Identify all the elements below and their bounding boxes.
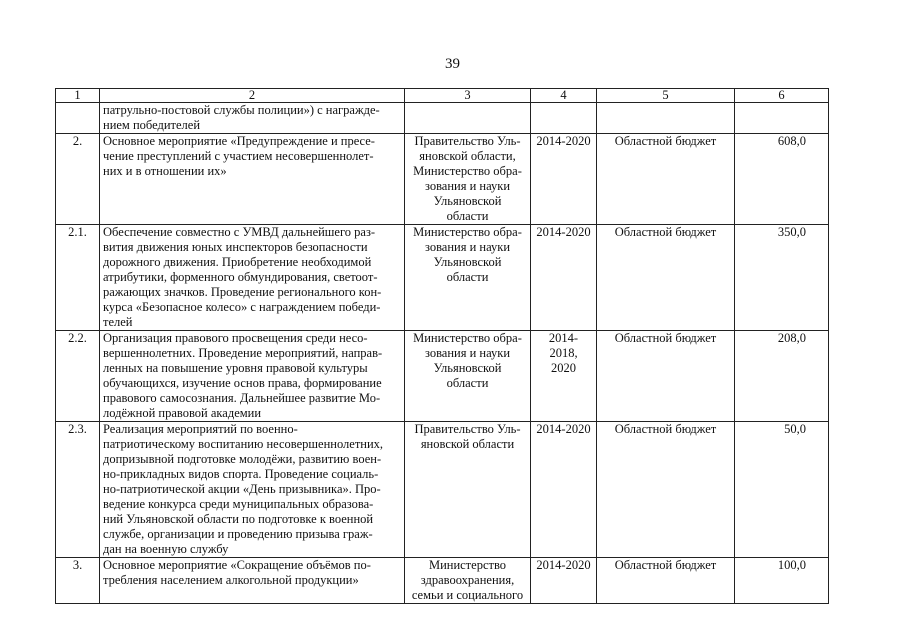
activity-description-line: Обеспечение совместно с УМВД дальнейшего раз- xyxy=(103,225,376,239)
executor xyxy=(405,103,531,134)
executor-line: Министерство обра- xyxy=(413,331,522,345)
executor-line: области xyxy=(446,376,489,390)
executor-line: области xyxy=(446,270,489,284)
amount: 350,0 xyxy=(735,225,829,331)
activity-description-line: дан на военную службу xyxy=(103,542,229,556)
executor-line: семьи и социального xyxy=(411,588,524,602)
executor-line: Министерство xyxy=(428,558,507,572)
activity-description-line: Основное мероприятие «Предупреждение и пресе- xyxy=(103,134,375,148)
executor-line: Министерство обра- xyxy=(413,225,522,239)
row-number: 2. xyxy=(56,134,100,225)
activity-description-line: Основное мероприятие «Сокращение объёмов по- xyxy=(103,558,371,572)
funding-source: Областной бюджет xyxy=(597,422,735,558)
executor xyxy=(405,331,531,422)
amount: 608,0 xyxy=(735,134,829,225)
row-number: 2.1. xyxy=(56,225,100,331)
executor-line: Правительство Уль- xyxy=(414,422,521,436)
amount: 50,0 xyxy=(735,422,829,558)
activity-description-line: чение преступлений с участием несовершеннолет- xyxy=(103,149,374,163)
activity-description-line: допризывной подготовке молодёжи, развитию воен- xyxy=(103,452,382,466)
activity-description xyxy=(100,225,405,331)
activity-description xyxy=(100,103,405,134)
executor xyxy=(405,134,531,225)
activity-description-line: ведение конкурса среди муниципальных образова- xyxy=(103,497,374,511)
activity-description xyxy=(100,331,405,422)
activity-description-line: атрибутики, форменного обмундирования, светоот- xyxy=(103,270,378,284)
row-number xyxy=(56,103,100,134)
header-cell-2: 2 xyxy=(100,89,405,103)
activity-description-line: лодёжной правовой академии xyxy=(103,406,262,420)
table-row xyxy=(56,558,829,604)
funding-source xyxy=(597,103,735,134)
executor-line: Ульяновской xyxy=(433,194,502,208)
activity-description-line: ленных на повышение уровня правовой культуры xyxy=(103,361,368,375)
activity-description-line: ний Ульяновской области по подготовке к военной xyxy=(103,512,374,526)
activity-description-line: правового самосознания. Дальнейшее развитие Мо- xyxy=(103,391,381,405)
executor-line: яновской области xyxy=(420,437,515,451)
table-body xyxy=(56,103,829,604)
executor-line: здравоохранения, xyxy=(420,573,515,587)
activity-description xyxy=(100,558,405,604)
header-cell-5: 5 xyxy=(597,89,735,103)
executor-line: зования и науки xyxy=(424,179,511,193)
table-row xyxy=(56,134,829,225)
activity-description-line: нием победителей xyxy=(103,118,201,132)
period-line: 2014-2020 xyxy=(536,134,591,148)
executor-line: области xyxy=(446,209,489,223)
row-number: 2.3. xyxy=(56,422,100,558)
executor-line: яновской области, xyxy=(419,149,516,163)
amount: 100,0 xyxy=(735,558,829,604)
page-number: 39 xyxy=(445,56,460,72)
executor xyxy=(405,225,531,331)
table-row xyxy=(56,422,829,558)
activity-description-line: дорожного движения. Приобретение необходимой xyxy=(103,255,372,269)
table-row xyxy=(56,225,829,331)
executor xyxy=(405,558,531,604)
executor-line: Ульяновской xyxy=(433,255,502,269)
executor-line: Министерство обра- xyxy=(413,164,522,178)
activity-description-line: службе, организации и проведению призыва граж- xyxy=(103,527,373,541)
activity-description-line: но-патриотической акции «День призывника». Про- xyxy=(103,482,381,496)
table-row xyxy=(56,331,829,422)
period-line: 2018, xyxy=(549,346,578,360)
executor-line: зования и науки xyxy=(424,346,511,360)
header-row xyxy=(56,89,829,103)
table-row xyxy=(56,103,829,134)
period xyxy=(531,134,597,225)
period-line: 2014- xyxy=(548,331,579,345)
period-line: 2014-2020 xyxy=(536,558,591,572)
funding-source: Областной бюджет xyxy=(597,558,735,604)
activity-description-line: них и в отношении их» xyxy=(103,164,227,178)
period xyxy=(531,225,597,331)
activity-description-line: но-прикладных видов спорта. Проведение социаль- xyxy=(103,467,379,481)
activity-description-line: вершеннолетних. Проведение мероприятий, направ- xyxy=(103,346,383,360)
period xyxy=(531,422,597,558)
header-cell-4: 4 xyxy=(531,89,597,103)
funding-source: Областной бюджет xyxy=(597,134,735,225)
program-activities-table xyxy=(55,88,829,604)
activity-description-line: курса «Безопасное колесо» с награждением победи- xyxy=(103,300,381,314)
executor xyxy=(405,422,531,558)
amount xyxy=(735,103,829,134)
activity-description-line: ражающих значков. Проведение регионального кон- xyxy=(103,285,382,299)
activity-description-line: Реализация мероприятий по военно- xyxy=(103,422,298,436)
period-line: 2014-2020 xyxy=(536,225,591,239)
period-line: 2020 xyxy=(551,361,576,375)
header-cell-1: 1 xyxy=(56,89,100,103)
header-cell-3: 3 xyxy=(405,89,531,103)
activity-description xyxy=(100,134,405,225)
executor-line: Ульяновской xyxy=(433,361,502,375)
row-number: 2.2. xyxy=(56,331,100,422)
activity-description-line: обучающихся, изучение основ права, формирование xyxy=(103,376,382,390)
header-cell-6: 6 xyxy=(735,89,829,103)
activity-description xyxy=(100,422,405,558)
activity-description-line: требления населением алкогольной продукции» xyxy=(103,573,359,587)
period-line: 2014-2020 xyxy=(536,422,591,436)
activity-description-line: патриотическому воспитанию несовершеннолетних, xyxy=(103,437,384,451)
period xyxy=(531,331,597,422)
period xyxy=(531,103,597,134)
funding-source: Областной бюджет xyxy=(597,331,735,422)
executor-line: зования и науки xyxy=(424,240,511,254)
row-number: 3. xyxy=(56,558,100,604)
activity-description-line: Организация правового просвещения среди несо- xyxy=(103,331,368,345)
period xyxy=(531,558,597,604)
activity-description-line: телей xyxy=(103,315,133,329)
funding-source: Областной бюджет xyxy=(597,225,735,331)
activity-description-line: вития движения юных инспекторов безопасности xyxy=(103,240,368,254)
executor-line: Правительство Уль- xyxy=(414,134,521,148)
amount: 208,0 xyxy=(735,331,829,422)
activity-description-line: патрульно-постовой службы полиции») с награжде- xyxy=(103,103,380,117)
